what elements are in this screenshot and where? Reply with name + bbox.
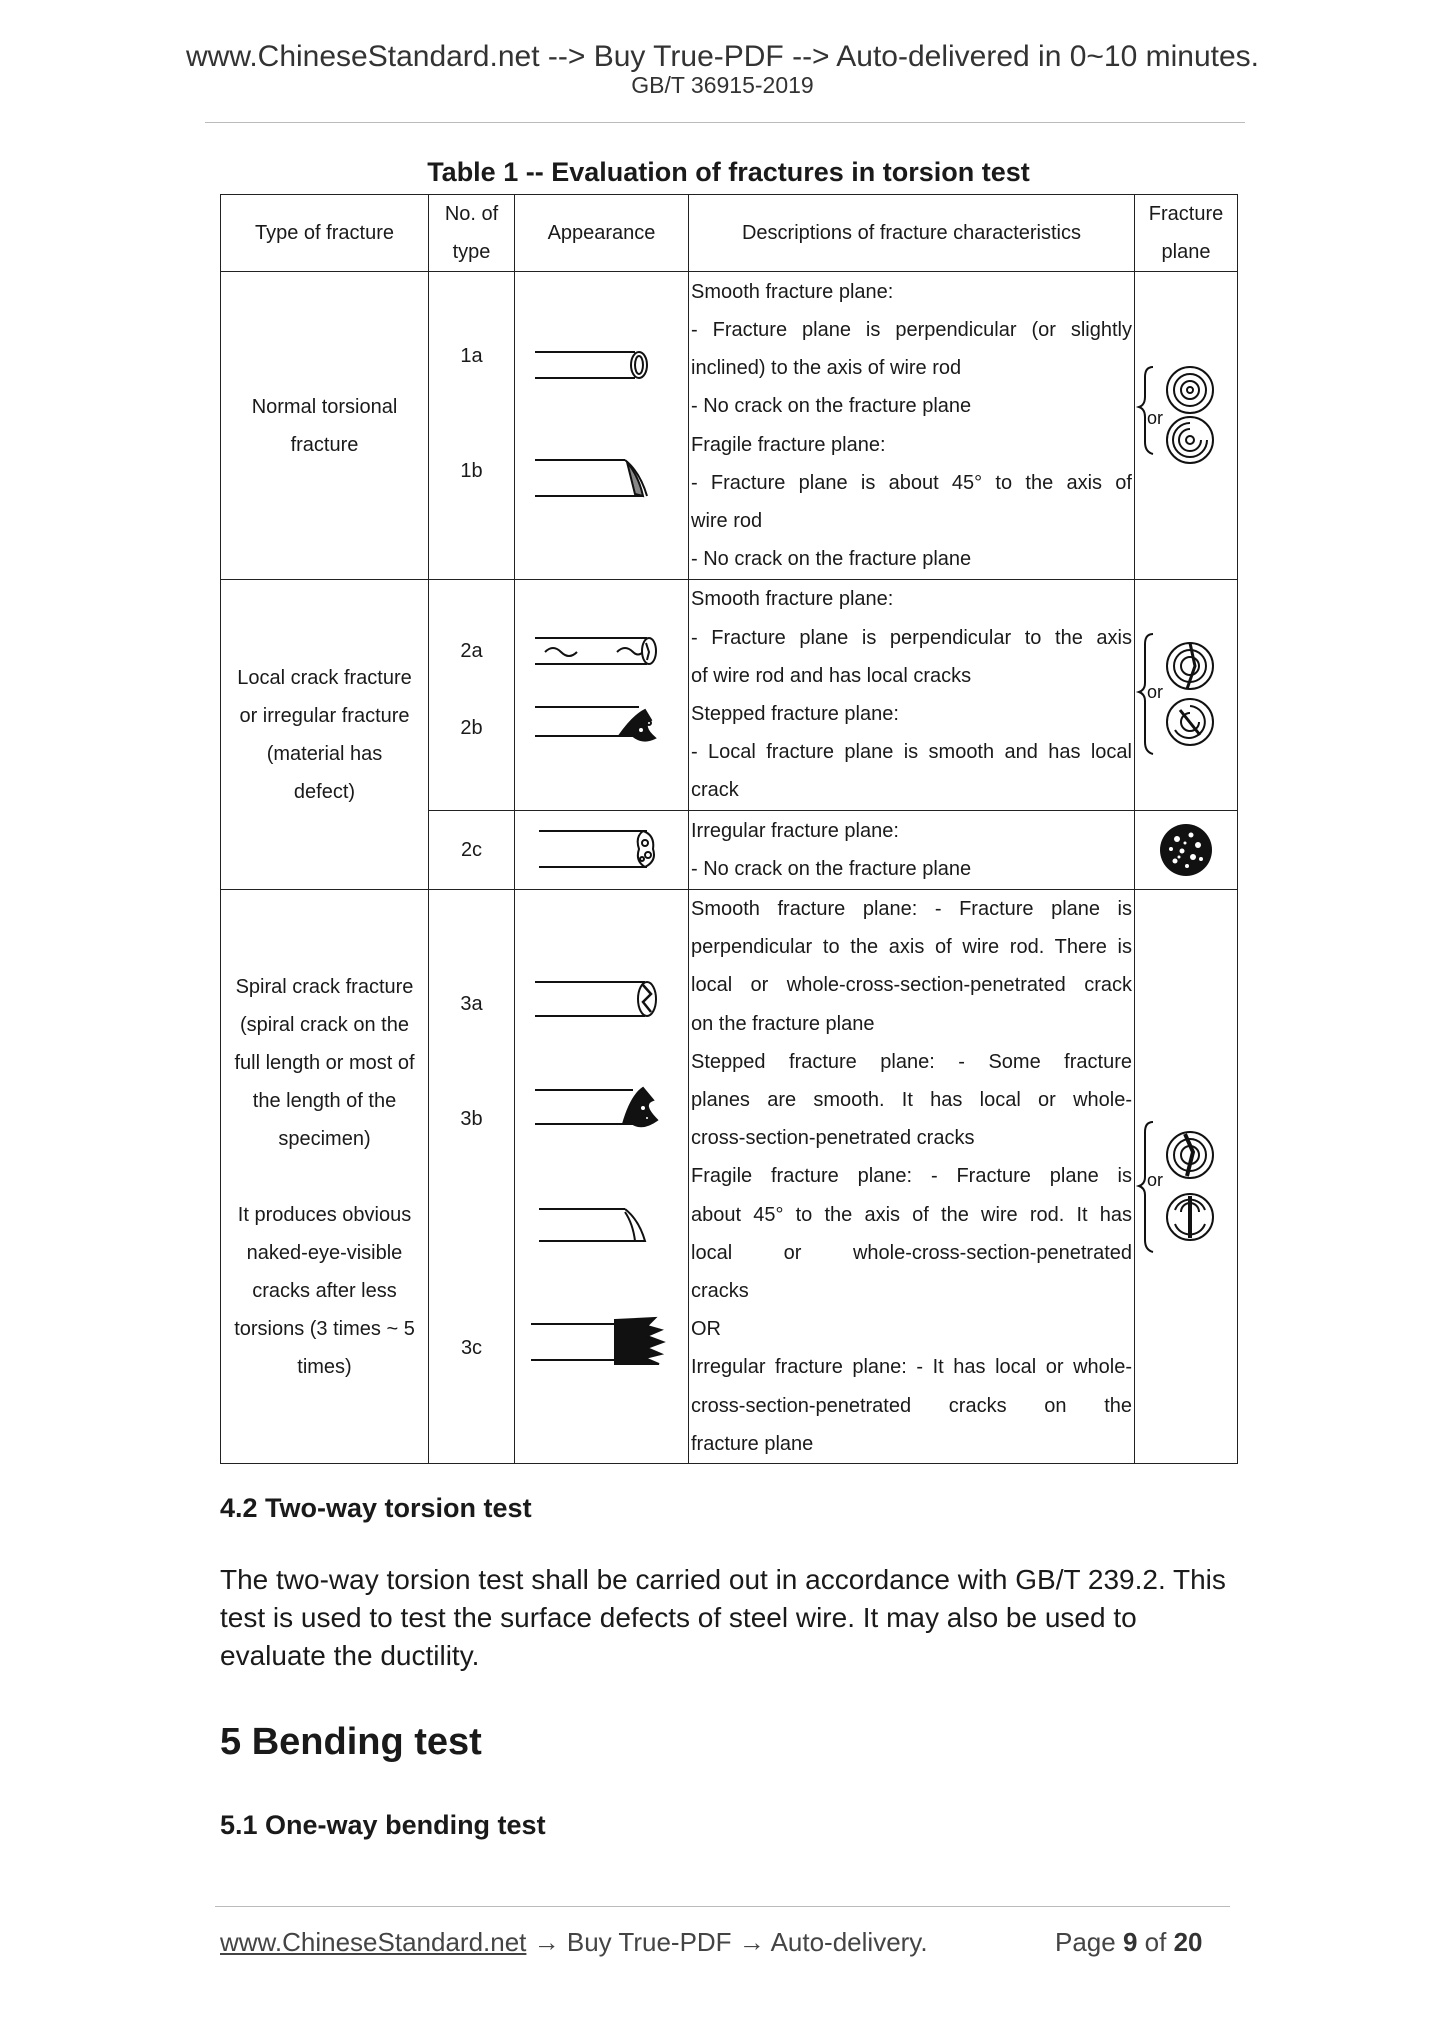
description-line: Stepped fracture plane: - Some fracture xyxy=(691,1050,1132,1073)
type-number: 3c xyxy=(460,1337,483,1360)
type-line: full length or most of xyxy=(234,1051,415,1074)
description-line: cracks xyxy=(691,1280,749,1303)
type-number: 2b xyxy=(460,717,483,739)
description-line: inclined) to the axis of wire rod xyxy=(691,357,962,380)
fracture-plane-cell xyxy=(1135,811,1238,890)
description-line: local or whole-cross-section-penetrated xyxy=(691,1241,1132,1264)
footer-divider xyxy=(215,1906,1230,1907)
description-line: - Local fracture plane is smooth and has local xyxy=(691,741,1132,764)
type-line: cracks after less xyxy=(252,1279,397,1302)
section-5-1-heading: 5.1 One-way bending test xyxy=(220,1810,546,1840)
type-line: or irregular fracture xyxy=(239,704,410,727)
description-line: Irregular fracture plane: xyxy=(691,819,899,842)
page-word: Page xyxy=(1055,1927,1116,1957)
fracture-plane-cell xyxy=(1135,890,1238,1464)
or-label: or xyxy=(1147,682,1164,702)
description-line: Fragile fracture plane: xyxy=(691,433,886,456)
type-line: defect) xyxy=(293,780,356,803)
type-spacer xyxy=(221,1158,428,1196)
type-number: 3b xyxy=(460,1108,483,1131)
description-line: of wire rod and has local cracks xyxy=(691,664,972,687)
or-label: or xyxy=(1147,1170,1164,1191)
type-line: the length of the xyxy=(252,1089,397,1112)
standard-number: GB/T 36915-2019 xyxy=(631,72,814,98)
section-4-2-paragraph: The two-way torsion test shall be carried out in accordance with GB/T 239.2. This test is used to test the surface defects of steel wire. It may also be used to evaluate the ductility. xyxy=(220,1564,1226,1671)
header-plane-line1: Fracture xyxy=(1148,203,1224,225)
description-line: Smooth fracture plane: xyxy=(691,588,894,611)
wire-rod-drawings-icon xyxy=(515,272,689,579)
description-line: Irregular fracture plane: - It has local or whole- xyxy=(691,1356,1132,1379)
type-number: 1b xyxy=(460,460,483,482)
footer-link[interactable]: www.ChineseStandard.net xyxy=(220,1927,527,1957)
page-total: 20 xyxy=(1173,1927,1203,1957)
description-line: - No crack on the fracture plane xyxy=(691,858,972,880)
description-cell xyxy=(689,580,1135,811)
header-appearance: Appearance xyxy=(515,195,689,272)
type-cell xyxy=(221,580,429,890)
description-line: OR xyxy=(691,1318,721,1341)
description-line: Smooth fracture plane: xyxy=(691,280,894,303)
or-label: or xyxy=(1147,408,1164,428)
header-no-of-type xyxy=(429,195,515,272)
table-row xyxy=(221,272,1238,580)
appearance-cell xyxy=(515,890,689,1464)
table-row xyxy=(221,580,1238,811)
section-4-2-heading: 4.2 Two-way torsion test xyxy=(220,1493,532,1523)
description-line: cross-section-penetrated cracks on the xyxy=(691,1394,1132,1417)
header-banner: www.ChineseStandard.net --> Buy True-PDF --> Auto-delivered in 0~10 minutes. xyxy=(185,40,1260,73)
header-divider xyxy=(205,122,1245,123)
fracture-plane-cell xyxy=(1135,272,1238,580)
description-line: wire rod xyxy=(691,509,763,532)
irregular-fracture-plane-icon xyxy=(1135,811,1238,889)
footer-rest: → Buy True-PDF → Auto-delivery. xyxy=(526,1927,928,1957)
description-line: - Fracture plane is perpendicular (or slightly xyxy=(691,318,1132,341)
header-no-line1: No. of xyxy=(444,203,499,225)
description-cell xyxy=(689,811,1135,890)
appearance-cell xyxy=(515,811,689,890)
fracture-plane-icon xyxy=(1135,890,1238,1463)
type-line: Local crack fracture xyxy=(237,666,412,689)
type-line: Normal torsional xyxy=(251,395,398,418)
description-line: Smooth fracture plane: - Fracture plane is xyxy=(691,898,1132,920)
table-row xyxy=(221,890,1238,1464)
description-line: planes are smooth. It has local or whole- xyxy=(691,1089,1132,1112)
table-header-row xyxy=(221,195,1238,272)
wire-rod-drawings-icon xyxy=(515,580,689,810)
appearance-cell xyxy=(515,580,689,811)
description-line: local or whole-cross-section-penetrated crack xyxy=(691,974,1132,997)
header-plane-line2: plane xyxy=(1161,241,1211,263)
description-line: - Fracture plane is perpendicular to the axis xyxy=(691,626,1132,649)
type-number: 2a xyxy=(460,640,483,662)
header-descriptions: Descriptions of fracture characteristics xyxy=(689,195,1135,272)
description-line: Stepped fracture plane: xyxy=(691,703,899,725)
type-line: (material has xyxy=(266,742,383,765)
description-cell xyxy=(689,890,1135,1464)
description-line: perpendicular to the axis of wire rod. There is xyxy=(691,936,1132,959)
footer-text xyxy=(220,1927,928,1958)
description-line: crack xyxy=(691,779,739,802)
type-cell xyxy=(221,272,429,580)
number-cell xyxy=(429,580,515,811)
description-line: about 45° to the axis of the wire rod. It has xyxy=(691,1203,1132,1226)
type-number: 3a xyxy=(460,993,483,1016)
header-type-of-fracture: Type of fracture xyxy=(221,195,429,272)
section-5-heading: 5 Bending test xyxy=(220,1721,482,1763)
description-line: Fragile fracture plane: - Fracture plane is xyxy=(691,1165,1132,1188)
number-cell xyxy=(429,890,515,1464)
wire-rod-drawings-icon xyxy=(515,890,689,1463)
fracture-plane-cell xyxy=(1135,580,1238,811)
fracture-plane-icon xyxy=(1135,272,1238,579)
description-line: - Fracture plane is about 45° to the axis of xyxy=(691,471,1132,494)
type-line: naked-eye-visible xyxy=(246,1241,403,1264)
number-cell xyxy=(429,272,515,580)
appearance-cell xyxy=(515,272,689,580)
type-line: Spiral crack fracture xyxy=(235,975,414,998)
fracture-plane-icon xyxy=(1135,580,1238,810)
description-line: fracture plane xyxy=(691,1432,814,1455)
description-line: - No crack on the fracture plane xyxy=(691,548,972,571)
type-cell xyxy=(221,890,429,1464)
description-line: - No crack on the fracture plane xyxy=(691,395,972,418)
type-number: 1a xyxy=(460,345,483,367)
type-line: fracture xyxy=(290,433,359,456)
page-number: 9 xyxy=(1122,1927,1138,1957)
page-indicator xyxy=(1055,1927,1203,1958)
description-cell xyxy=(689,272,1135,580)
description-line: cross-section-penetrated cracks xyxy=(691,1127,975,1150)
table-caption: Table 1 -- Evaluation of fractures in torsion test xyxy=(427,157,1030,187)
number-cell: 2c xyxy=(429,811,515,890)
type-line: specimen) xyxy=(278,1127,371,1150)
header-no-line2: type xyxy=(452,241,491,263)
type-line: times) xyxy=(297,1355,352,1378)
fracture-evaluation-table xyxy=(220,194,1238,1464)
type-line: torsions (3 times ~ 5 xyxy=(234,1317,415,1340)
of-word: of xyxy=(1144,1927,1167,1957)
wire-rod-drawing-icon xyxy=(515,811,689,889)
description-line: on the fracture plane xyxy=(691,1012,875,1035)
type-line: It produces obvious xyxy=(237,1203,412,1226)
header-fracture-plane xyxy=(1135,195,1238,272)
type-line: (spiral crack on the xyxy=(240,1013,409,1036)
